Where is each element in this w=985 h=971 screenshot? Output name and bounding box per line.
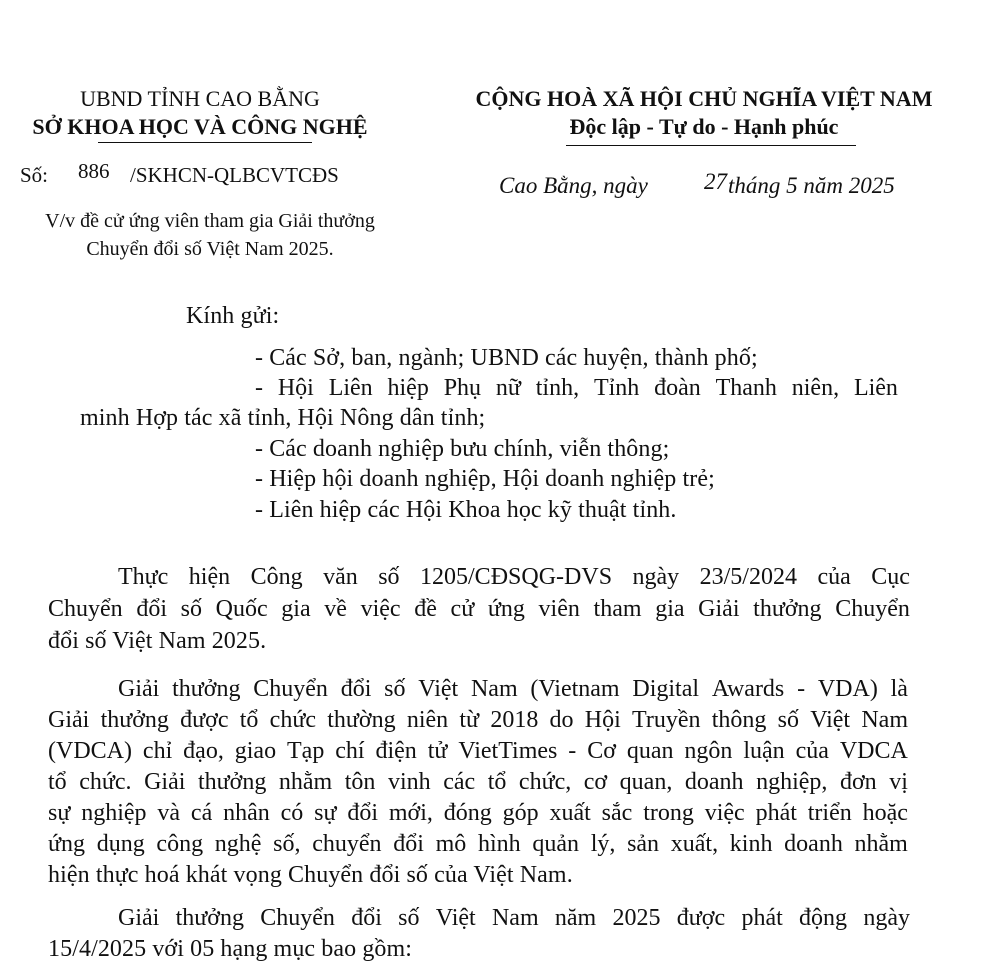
recipient-line: - Các Sở, ban, ngành; UBND các huyện, thành phố; xyxy=(255,345,758,371)
paragraph-line: Chuyển đổi số Quốc gia về việc đề cử ứng viên tham gia Giải thưởng Chuyển xyxy=(48,596,910,622)
subject-line: V/v đề cử ứng viên tham gia Giải thưởng xyxy=(45,210,375,232)
agency-name: SỞ KHOA HỌC VÀ CÔNG NGHỆ xyxy=(32,114,368,139)
date-day: 27 xyxy=(704,169,727,194)
paragraph-line: đổi số Việt Nam 2025. xyxy=(48,628,267,654)
paragraph-line: Giải thưởng Chuyển đổi số Việt Nam năm 2025 được phát động ngày xyxy=(118,905,910,931)
paragraph-line: 15/4/2025 với 05 hạng mục bao gồm: xyxy=(48,936,413,962)
recipient-line: - Liên hiệp các Hội Khoa học kỹ thuật tỉnh. xyxy=(255,497,677,523)
date-month-year: tháng 5 năm 2025 xyxy=(728,173,895,198)
national-title: CỘNG HOÀ XÃ HỘI CHỦ NGHĨA VIỆT NAM xyxy=(475,86,933,111)
recipient-line: minh Hợp tác xã tỉnh, Hội Nông dân tỉnh; xyxy=(80,405,486,431)
recipient-line: - Các doanh nghiệp bưu chính, viễn thông; xyxy=(255,436,670,462)
date-place: Cao Bằng, ngày xyxy=(499,173,648,198)
paragraph-line: Giải thưởng Chuyển đổi số Việt Nam (Vietnam Digital Awards - VDA) là xyxy=(118,676,908,702)
paragraph-line: ứng dụng công nghệ số, chuyển đổi mô hình quản lý, sản xuất, kinh doanh nhằm xyxy=(48,831,908,857)
recipient-line: - Hội Liên hiệp Phụ nữ tỉnh, Tỉnh đoàn Thanh niên, Liên xyxy=(255,375,898,401)
agency-underline xyxy=(98,142,312,143)
subject-line: Chuyển đổi số Việt Nam 2025. xyxy=(86,238,334,260)
paragraph-line: hiện thực hoá khát vọng Chuyển đổi số của Việt Nam. xyxy=(48,862,573,888)
paragraph-line: sự nghiệp và cá nhân có sự đổi mới, đóng góp xuất sắc trong việc phát triển hoặc xyxy=(48,800,908,826)
doc-number-code: /SKHCN-QLBCVTCĐS xyxy=(130,163,339,187)
recipient-line: - Hiệp hội doanh nghiệp, Hội doanh nghiệp trẻ; xyxy=(255,466,715,492)
paragraph-line: Thực hiện Công văn số 1205/CĐSQG-DVS ngày 23/5/2024 của Cục xyxy=(118,564,910,590)
greeting: Kính gửi: xyxy=(186,303,280,329)
paragraph-line: Giải thưởng được tổ chức thường niên từ 2018 do Hội Truyền thông số Việt Nam xyxy=(48,707,908,733)
paragraph-line: tổ chức. Giải thưởng nhằm tôn vinh các tổ chức, cơ quan, doanh nghiệp, đơn vị xyxy=(48,769,908,795)
doc-number-value: 886 xyxy=(78,159,110,183)
paragraph-line: (VDCA) chỉ đạo, giao Tạp chí điện tử VietTimes - Cơ quan ngôn luận của VDCA xyxy=(48,738,908,764)
agency-parent: UBND TỈNH CAO BẰNG xyxy=(80,86,320,111)
doc-number-label: Số: xyxy=(20,163,49,187)
national-motto: Độc lập - Tự do - Hạnh phúc xyxy=(569,114,839,139)
motto-underline xyxy=(566,145,856,146)
